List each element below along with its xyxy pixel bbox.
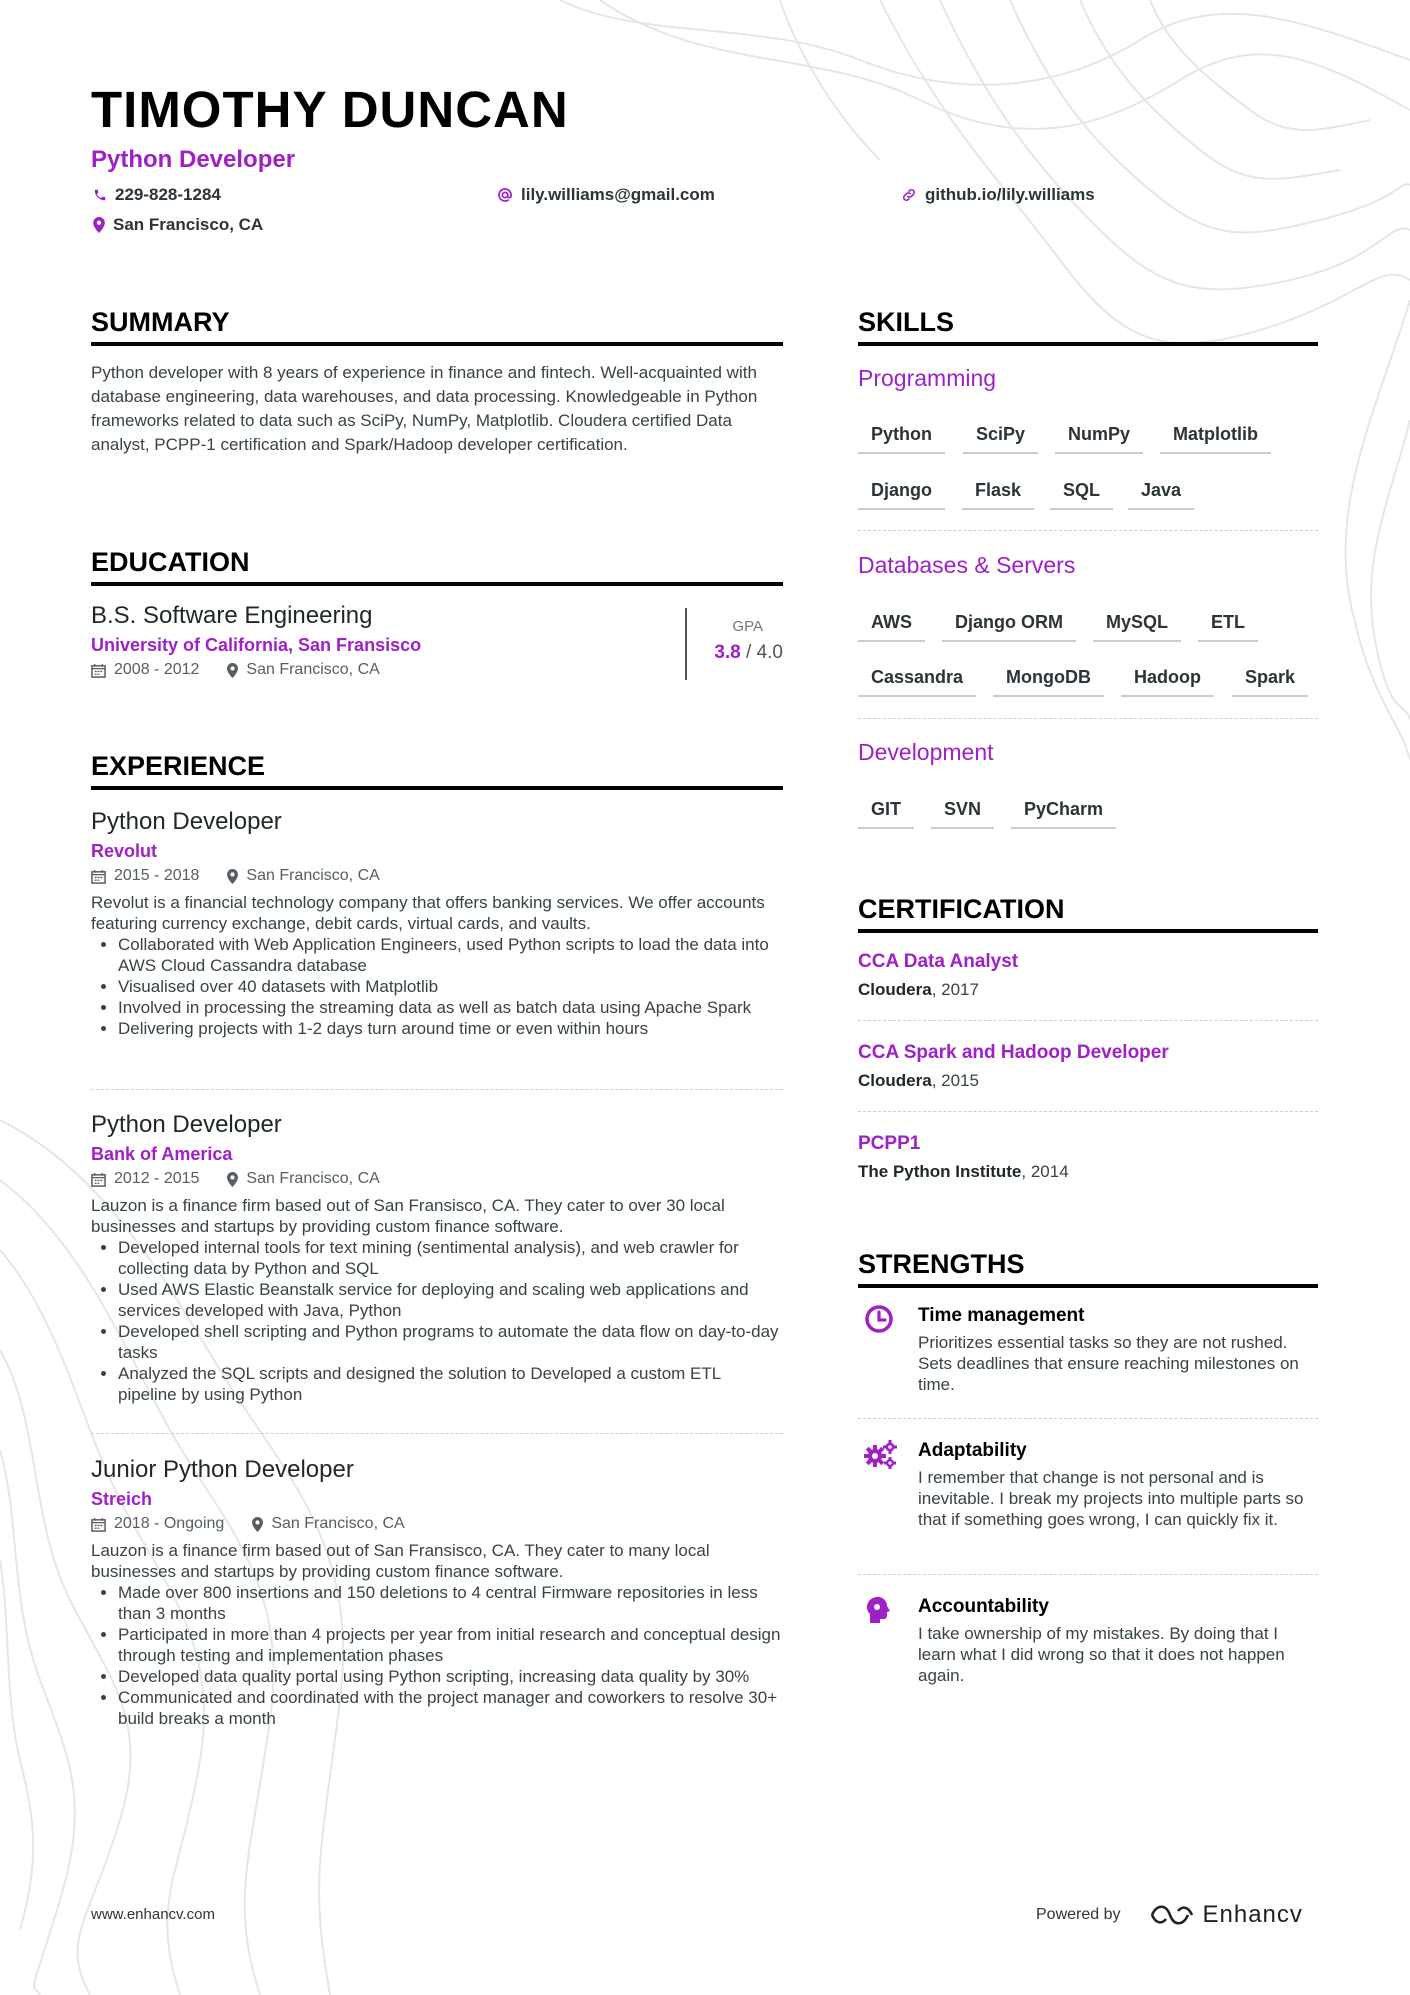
job-meta (91, 864, 783, 888)
email-text: lily.williams@gmail.com (521, 185, 715, 204)
job-bullet: • Developed internal tools for text mining (sentimental analysis), and web crawler for collecting data by Python and SQL (118, 1237, 783, 1279)
issuer-name: Cloudera (858, 1071, 932, 1090)
strength-title: Adaptability (918, 1440, 1027, 1461)
footer-website[interactable]: www.enhancv.com (91, 1906, 215, 1923)
divider (91, 1089, 783, 1090)
skill-tag: Cassandra (858, 664, 976, 697)
job-location-text: San Francisco, CA (246, 867, 380, 884)
strength-item (858, 1437, 1318, 1567)
job-bullet: • Visualised over 40 datasets with Matplotlib (118, 976, 783, 997)
calendar-icon (91, 1172, 106, 1187)
divider (91, 1433, 783, 1434)
gears-icon (864, 1439, 898, 1469)
skill-tag: Spark (1232, 664, 1308, 697)
experience-entry (91, 1454, 783, 1729)
skill-tag: Matplotlib (1160, 421, 1271, 454)
strength-description: I take ownership of my mistakes. By doing that I learn what I did wrong so that it does not happen again. (918, 1624, 1285, 1685)
summary-heading: SUMMARY (91, 306, 783, 346)
skill-tag: SciPy (963, 421, 1038, 454)
divider (858, 718, 1318, 719)
job-company: Streich (91, 1489, 153, 1509)
certification-title: CCA Data Analyst (858, 951, 1019, 972)
gpa-label: GPA (732, 618, 763, 635)
certification-heading: CERTIFICATION (858, 893, 1318, 933)
powered-by-label: Powered by (1036, 1906, 1121, 1923)
skill-tag: GIT (858, 796, 914, 829)
website-text: github.io/lily.williams (925, 185, 1095, 204)
map-pin-icon (93, 217, 105, 233)
job-bullets (91, 1237, 783, 1405)
strength-item (858, 1302, 1318, 1412)
job-bullet: • Involved in processing the streaming data as well as batch data using Apache Spark (118, 997, 783, 1018)
job-bullet: • Delivering projects with 1-2 days turn around time or even within hours (118, 1018, 783, 1039)
map-pin-icon (227, 869, 238, 884)
issue-year: , 2014 (1021, 1162, 1069, 1181)
summary-text: Python developer with 8 years of experience in finance and fintech. Well-acquainted with database engineering, data warehouses, and data processing. Knowledgeable in Python frameworks related to data such as SciPy, NumPy, Matplotlib. Cloudera certified Data analyst, PCPP-1 certification and Spark/Hadoop developer certification. (91, 363, 758, 454)
enhancv-logo[interactable] (1149, 1901, 1303, 1929)
strength-item (858, 1593, 1318, 1703)
job-title: Junior Python Developer (91, 1456, 354, 1483)
job-location-text: San Francisco, CA (271, 1515, 405, 1532)
divider (858, 1020, 1318, 1021)
job-company: Revolut (91, 841, 158, 861)
job-bullet: • Developed data quality portal using Python scripting, increasing data quality by 30% (118, 1666, 783, 1687)
job-description: Lauzon is a finance firm based out of San Fransisco, CA. They cater to many local businesses and startups by providing custom finance software. (91, 1541, 710, 1581)
skill-tag: Django ORM (942, 609, 1076, 642)
strength-title: Accountability (918, 1596, 1049, 1617)
strength-description: Prioritizes essential tasks so they are not rushed. Sets deadlines that ensure reaching milestones on time. (918, 1333, 1299, 1394)
job-bullet: • Made over 800 insertions and 150 deletions to 4 central Firmware repositories in less than 3 months (118, 1582, 783, 1624)
map-pin-icon (227, 663, 238, 678)
clock-icon (864, 1304, 894, 1334)
gpa-max: 4.0 (756, 642, 783, 663)
skill-tag: Flask (962, 477, 1034, 510)
issue-year: , 2017 (931, 980, 979, 999)
calendar-icon (91, 663, 106, 678)
skill-tag: MongoDB (993, 664, 1104, 697)
phone-contact[interactable] (93, 184, 221, 206)
job-dates-text: 2012 - 2015 (114, 1170, 200, 1187)
location-contact (93, 214, 263, 236)
experience-entry (91, 806, 783, 1039)
certification-entry (858, 948, 1318, 1002)
email-contact[interactable] (497, 184, 715, 206)
education-entry (91, 600, 783, 690)
job-location (227, 1167, 379, 1191)
skill-tag: NumPy (1055, 421, 1143, 454)
skill-tag: Django (858, 477, 945, 510)
enhancv-logo-icon (1149, 1904, 1195, 1926)
strength-title: Time management (918, 1305, 1085, 1326)
certification-title: PCPP1 (858, 1133, 921, 1154)
education-heading: EDUCATION (91, 546, 783, 586)
job-meta (91, 1512, 783, 1536)
certification-title: CCA Spark and Hadoop Developer (858, 1042, 1169, 1063)
certification-issuer (858, 978, 1318, 1002)
school: University of California, San Fransisco (91, 635, 422, 655)
education-location-text: San Francisco, CA (246, 661, 380, 678)
location-text: San Francisco, CA (113, 215, 264, 234)
education-meta (91, 658, 783, 682)
candidate-name: TIMOTHY DUNCAN (91, 81, 569, 138)
map-pin-icon (252, 1517, 263, 1532)
skill-tag: Hadoop (1121, 664, 1214, 697)
skill-tag: AWS (858, 609, 925, 642)
footer-powered-by (1036, 1901, 1303, 1929)
job-description: Lauzon is a finance firm based out of San Fransisco, CA. They cater to over 30 local businesses and startups by providing custom finance software. (91, 1196, 725, 1236)
job-meta (91, 1167, 783, 1191)
skill-tag: Java (1128, 477, 1194, 510)
job-bullets (91, 1582, 783, 1729)
certification-issuer (858, 1160, 1318, 1184)
job-bullet: • Collaborated with Web Application Engineers, used Python scripts to load the data into AWS Cloud Cassandra database (118, 934, 783, 976)
phone-icon (93, 188, 107, 202)
gpa-score: 3.8 (714, 642, 741, 663)
website-contact[interactable] (901, 184, 1095, 206)
divider (858, 1574, 1318, 1575)
job-company: Bank of America (91, 1144, 233, 1164)
skill-group-title: Development (858, 739, 994, 765)
gpa-value (687, 638, 783, 668)
divider (858, 530, 1318, 531)
education-dates (91, 658, 199, 682)
job-dates-text: 2018 - Ongoing (114, 1515, 225, 1532)
job-dates (91, 864, 199, 888)
job-dates-text: 2015 - 2018 (114, 867, 200, 884)
job-location (227, 864, 379, 888)
strengths-heading: STRENGTHS (858, 1248, 1318, 1288)
job-dates (91, 1167, 199, 1191)
job-title: Python Developer (91, 1111, 282, 1138)
certification-issuer (858, 1069, 1318, 1093)
skill-tag: PyCharm (1011, 796, 1116, 829)
link-icon (901, 187, 917, 203)
calendar-icon (91, 1517, 106, 1532)
experience-entry (91, 1109, 783, 1405)
skill-tag: ETL (1198, 609, 1258, 642)
calendar-icon (91, 869, 106, 884)
experience-heading: EXPERIENCE (91, 750, 783, 790)
certification-entry (858, 1130, 1318, 1184)
divider (858, 1111, 1318, 1112)
divider (858, 1418, 1318, 1419)
job-bullet: • Participated in more than 4 projects per year from initial research and conceptual design through testing and implementation phases (118, 1624, 783, 1666)
issue-year: , 2015 (931, 1071, 979, 1090)
skill-tag: MySQL (1093, 609, 1181, 642)
job-bullet: • Communicated and coordinated with the project manager and coworkers to resolve 30+ build breaks a month (118, 1687, 783, 1729)
skill-group-title: Databases & Servers (858, 552, 1076, 578)
degree: B.S. Software Engineering (91, 602, 373, 629)
job-bullet: • Developed shell scripting and Python programs to automate the data flow on day-to-day tasks (118, 1321, 783, 1363)
skill-group-title: Programming (858, 365, 997, 391)
phone-text: 229-828-1284 (115, 185, 221, 204)
map-pin-icon (227, 1172, 238, 1187)
head-icon (864, 1595, 894, 1627)
gpa-box (685, 608, 783, 680)
skill-tag: SQL (1050, 477, 1113, 510)
job-description: Revolut is a financial technology company that offers banking services. We offer accounts featuring currency exchange, debit cards, virtual cards, and vaults. (91, 893, 765, 933)
job-bullet: • Used AWS Elastic Beanstalk service for deploying and scaling web applications and services developed with Java, Python (118, 1279, 783, 1321)
education-location (227, 658, 379, 682)
job-location (252, 1512, 404, 1536)
skill-tag: Python (858, 421, 945, 454)
job-bullet: • Analyzed the SQL scripts and designed the solution to Developed a custom ETL pipeline by using Python (118, 1363, 783, 1405)
job-bullets (91, 934, 783, 1039)
at-icon (497, 187, 513, 203)
candidate-title: Python Developer (91, 146, 296, 173)
strength-description: I remember that change is not personal and is inevitable. I break my projects into multiple parts so that if something goes wrong, I can quickly fix it. (918, 1468, 1304, 1529)
job-title: Python Developer (91, 808, 282, 835)
brand-name: Enhancv (1202, 1901, 1303, 1928)
education-dates-text: 2008 - 2012 (114, 661, 200, 678)
gpa-separator: / (740, 642, 757, 663)
job-dates (91, 1512, 224, 1536)
skills-heading: SKILLS (858, 306, 1318, 346)
job-location-text: San Francisco, CA (246, 1170, 380, 1187)
certification-entry (858, 1039, 1318, 1093)
issuer-name: The Python Institute (858, 1162, 1022, 1181)
issuer-name: Cloudera (858, 980, 932, 999)
skill-tag: SVN (931, 796, 994, 829)
